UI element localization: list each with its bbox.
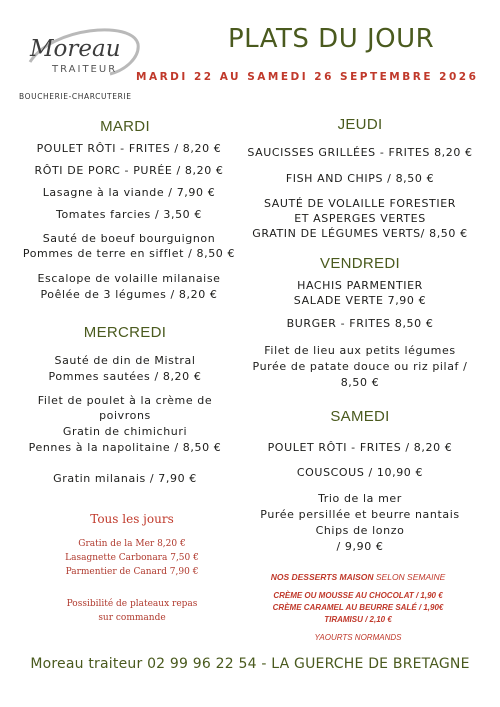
mardi-item: Escalope de volaille milanaise (37, 272, 221, 285)
mercredi-item: Gratin milanais / 7,90 € (53, 472, 197, 485)
samedi-heading: SAMEDI (330, 408, 390, 425)
mardi-item: Tomates farcies / 3,50 € (56, 208, 202, 221)
tous-les-jours-heading: Tous les jours (90, 512, 174, 526)
samedi-item: / 9,90 € (336, 540, 384, 553)
mardi-heading: MARDI (100, 118, 150, 135)
jeudi-item: SAUTÉ DE VOLAILLE FORESTIER (263, 197, 456, 210)
plateaux-note: Possibilité de plateaux repas (66, 599, 198, 609)
page-title: PLATS DU JOUR (228, 24, 435, 54)
jeudi-item: ET ASPERGES VERTES (294, 212, 426, 225)
desserts-heading: NOS DESSERTS MAISON (270, 572, 374, 582)
mardi-item: RÔTI DE PORC - PURÉE / 8,20 € (34, 164, 224, 177)
mercredi-item: Pommes sautées / 8,20 € (48, 370, 202, 383)
jeudi-item: SAUCISSES GRILLÉES - FRITES 8,20 € (247, 146, 473, 159)
dessert-item: TIRAMISU / 2,10 € (324, 615, 392, 624)
mardi-item: POULET RÔTI - FRITES / 8,20 € (36, 142, 222, 155)
vendredi-item: BURGER - FRITES 8,50 € (286, 317, 434, 330)
brand-name: Moreau (30, 36, 121, 62)
desserts-heading-suffix: SELON SEMAINE (375, 572, 446, 582)
dessert-item: CRÈME CARAMEL AU BEURRE SALÉ / 1,90€ (272, 603, 444, 612)
samedi-item: Purée persillée et beurre nantais (260, 508, 460, 521)
tous-les-jours-item: Gratin de la Mer 8,20 € (78, 539, 186, 549)
brand-subname: TRAITEUR (52, 64, 118, 75)
contact-footer: Moreau traiteur 02 99 96 22 54 - LA GUERCHE DE BRETAGNE (30, 656, 470, 672)
mercredi-item: Gratin de chimichuri (62, 425, 188, 438)
vendredi-item: Purée de patate douce ou riz pilaf / (252, 360, 468, 373)
samedi-item: COUSCOUS / 10,90 € (296, 466, 424, 479)
vendredi-item: 8,50 € (340, 376, 380, 389)
jeudi-heading: JEUDI (337, 116, 383, 133)
samedi-item: Trio de la mer (318, 492, 402, 505)
mardi-item: Lasagne à la viande / 7,90 € (42, 186, 216, 199)
samedi-item: Chips de lonzo (315, 524, 405, 537)
vendredi-item: HACHIS PARMENTIER (297, 279, 423, 292)
mercredi-item: poivrons (99, 409, 151, 422)
date-range: MARDI 22 AU SAMEDI 26 SEPTEMBRE 2026 (136, 71, 479, 83)
desserts-footer: YAOURTS NORMANDS (314, 633, 402, 642)
samedi-item: POULET RÔTI - FRITES / 8,20 € (267, 441, 453, 454)
plateaux-note: sur commande (98, 613, 166, 623)
mercredi-item: Filet de poulet à la crème de (37, 394, 213, 407)
jeudi-item: FISH AND CHIPS / 8,50 € (285, 172, 435, 185)
tous-les-jours-item: Lasagnette Carbonara 7,50 € (65, 553, 199, 563)
tous-les-jours-item: Parmentier de Canard 7,90 € (65, 567, 199, 577)
mardi-item: Pommes de terre en sifflet / 8,50 € (22, 247, 236, 260)
mardi-item: Sauté de boeuf bourguignon (42, 232, 216, 245)
brand-tagline: BOUCHERIE-CHARCUTERIE (19, 92, 132, 101)
mercredi-item: Sauté de din de Mistral (54, 354, 196, 367)
brand-logo (22, 22, 142, 100)
vendredi-heading: VENDREDI (320, 255, 400, 272)
mercredi-heading: MERCREDI (83, 324, 167, 341)
dessert-item: CRÈME OU MOUSSE AU CHOCOLAT / 1,90 € (273, 591, 443, 600)
desserts-heading-row (230, 572, 486, 582)
mercredi-item: Pennes à la napolitaine / 8,50 € (28, 441, 222, 454)
vendredi-item: Filet de lieu aux petits légumes (264, 344, 456, 357)
mardi-item: Poêlée de 3 légumes / 8,20 € (40, 288, 218, 301)
jeudi-item: GRATIN DE LÉGUMES VERTS/ 8,50 € (252, 227, 468, 240)
vendredi-item: SALADE VERTE 7,90 € (293, 294, 427, 307)
